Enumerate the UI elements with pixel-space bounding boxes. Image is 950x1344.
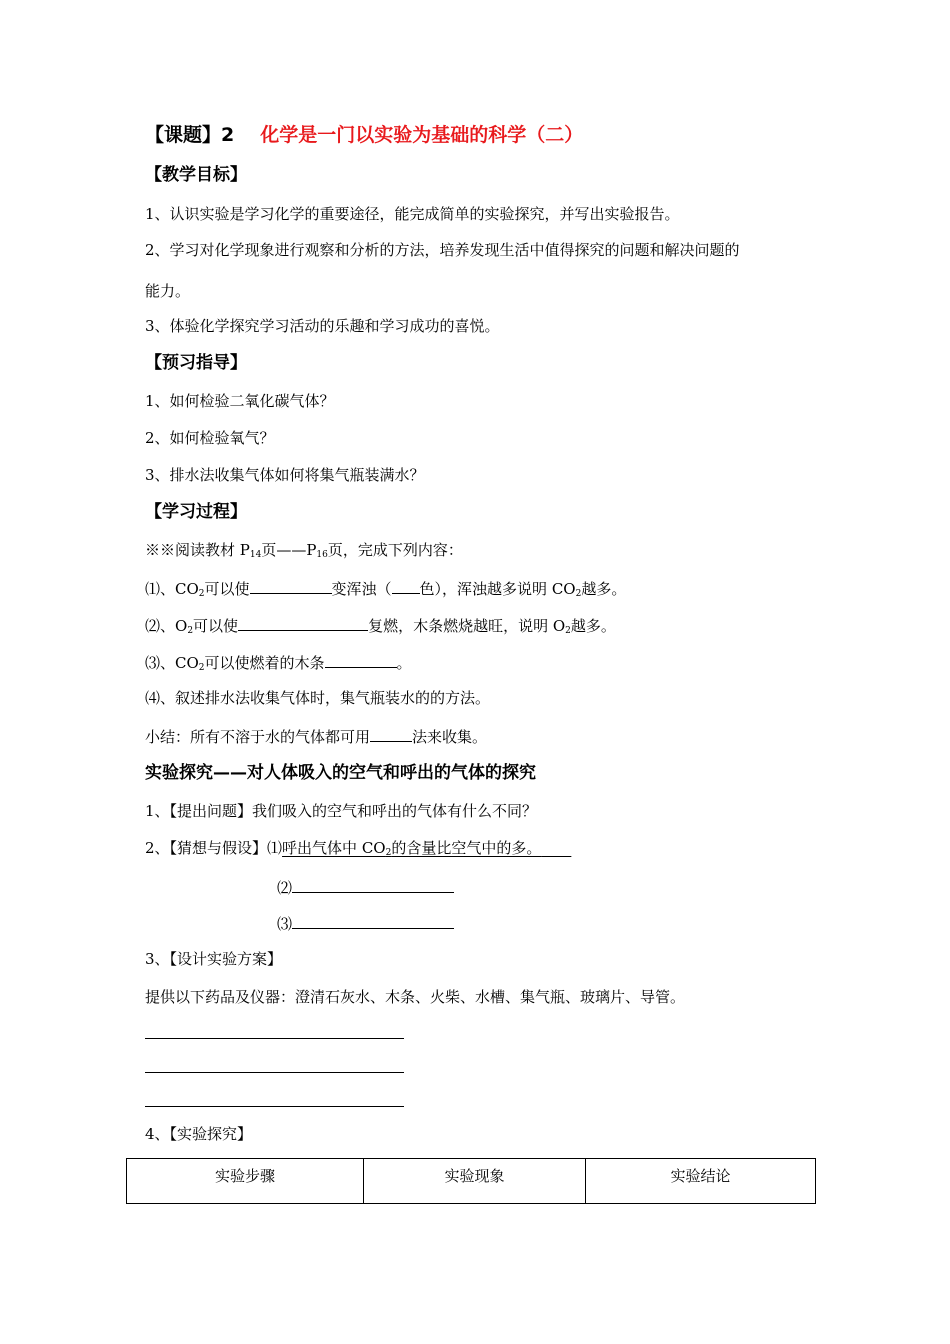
lesson-title xyxy=(145,122,583,148)
reading-instruction: ※※阅读教材 $P_{14}$页$——P_{16}$页，完成下列内容： xyxy=(145,541,463,560)
experiment-heading: 实验探究——对人体吸入的空气和呼出的气体的探究 xyxy=(145,763,536,783)
preview-item-2: 2、如何检验氧气？ xyxy=(145,429,275,447)
question-1: ⑴、$CO_2$可以使 变浑浊（ 色），浑浊越多说明 $CO_2$越多。 xyxy=(145,577,626,599)
table-header-conclusion: 实验结论 xyxy=(586,1159,816,1204)
blank-1b[interactable] xyxy=(392,577,420,594)
table-header-row xyxy=(127,1159,816,1204)
blank-3[interactable] xyxy=(325,651,397,668)
goal-item-1: 1、认识实验是学习化学的重要途径，能完成简单的实验探究，并写出实验报告。 xyxy=(145,205,680,223)
hypothesis-2: ⑵ xyxy=(277,876,454,898)
question-4: ⑷、叙述排水法收集气体时，集气瓶装水的的方法。 xyxy=(145,689,491,707)
step-4-explore: 4、【实验探究】 xyxy=(145,1125,253,1143)
blank-hyp-3[interactable] xyxy=(292,912,454,929)
step-2-hypothesis: 2、【猜想与假设】⑴呼出气体中 $CO_2$的含量比空气中的多。 xyxy=(145,838,571,858)
question-3: ⑶、$CO_2$可以使燃着的木条 。 xyxy=(145,651,412,673)
step-1-question: 1、【提出问题】我们吸入的空气和呼出的气体有什么不同？ xyxy=(145,802,538,820)
lesson-title-text: 化学是一门以实验为基础的科学（二） xyxy=(260,124,584,146)
table-header-phenomena: 实验现象 xyxy=(364,1159,586,1204)
question-2: ⑵、$O_2$可以使 复燃，木条燃烧越旺，说明 $O_2$越多。 xyxy=(145,614,616,636)
answer-line-1[interactable] xyxy=(145,1038,404,1039)
preview-item-3: 3、排水法收集气体如何将集气瓶装满水？ xyxy=(145,466,425,484)
hypothesis-1: 呼出气体中 $CO_2$的含量比空气中的多。 xyxy=(282,839,542,858)
blank-1a[interactable] xyxy=(250,577,332,594)
hypothesis-3: ⑶ xyxy=(277,912,454,934)
blank-hyp-2[interactable] xyxy=(292,876,454,893)
goal-item-2: 2、学习对化学现象进行观察和分析的方法，培养发现生活中值得探究的问题和解决问题的 xyxy=(145,241,740,259)
materials-list: 提供以下药品及仪器：澄清石灰水、木条、火柴、水槽、集气瓶、玻璃片、导管。 xyxy=(145,988,686,1006)
blank-summary[interactable] xyxy=(370,725,412,742)
goal-item-2-cont: 能力。 xyxy=(145,282,191,300)
summary: 小结：所有不溶于水的气体都可用 法来收集。 xyxy=(145,725,487,747)
goals-heading: 【教学目标】 xyxy=(145,165,247,185)
lesson-number: 【课题】2 xyxy=(145,124,235,146)
preview-heading: 【预习指导】 xyxy=(145,353,247,373)
experiment-table xyxy=(126,1158,816,1204)
answer-line-2[interactable] xyxy=(145,1072,404,1073)
step-3-design: 3、【设计实验方案】 xyxy=(145,950,283,968)
table-header-steps: 实验步骤 xyxy=(127,1159,364,1204)
preview-item-1: 1、如何检验二氧化碳气体？ xyxy=(145,392,335,410)
answer-line-3[interactable] xyxy=(145,1106,404,1107)
process-heading: 【学习过程】 xyxy=(145,502,247,522)
goal-item-3: 3、体验化学探究学习活动的乐趣和学习成功的喜悦。 xyxy=(145,317,500,335)
blank-2[interactable] xyxy=(238,614,368,631)
